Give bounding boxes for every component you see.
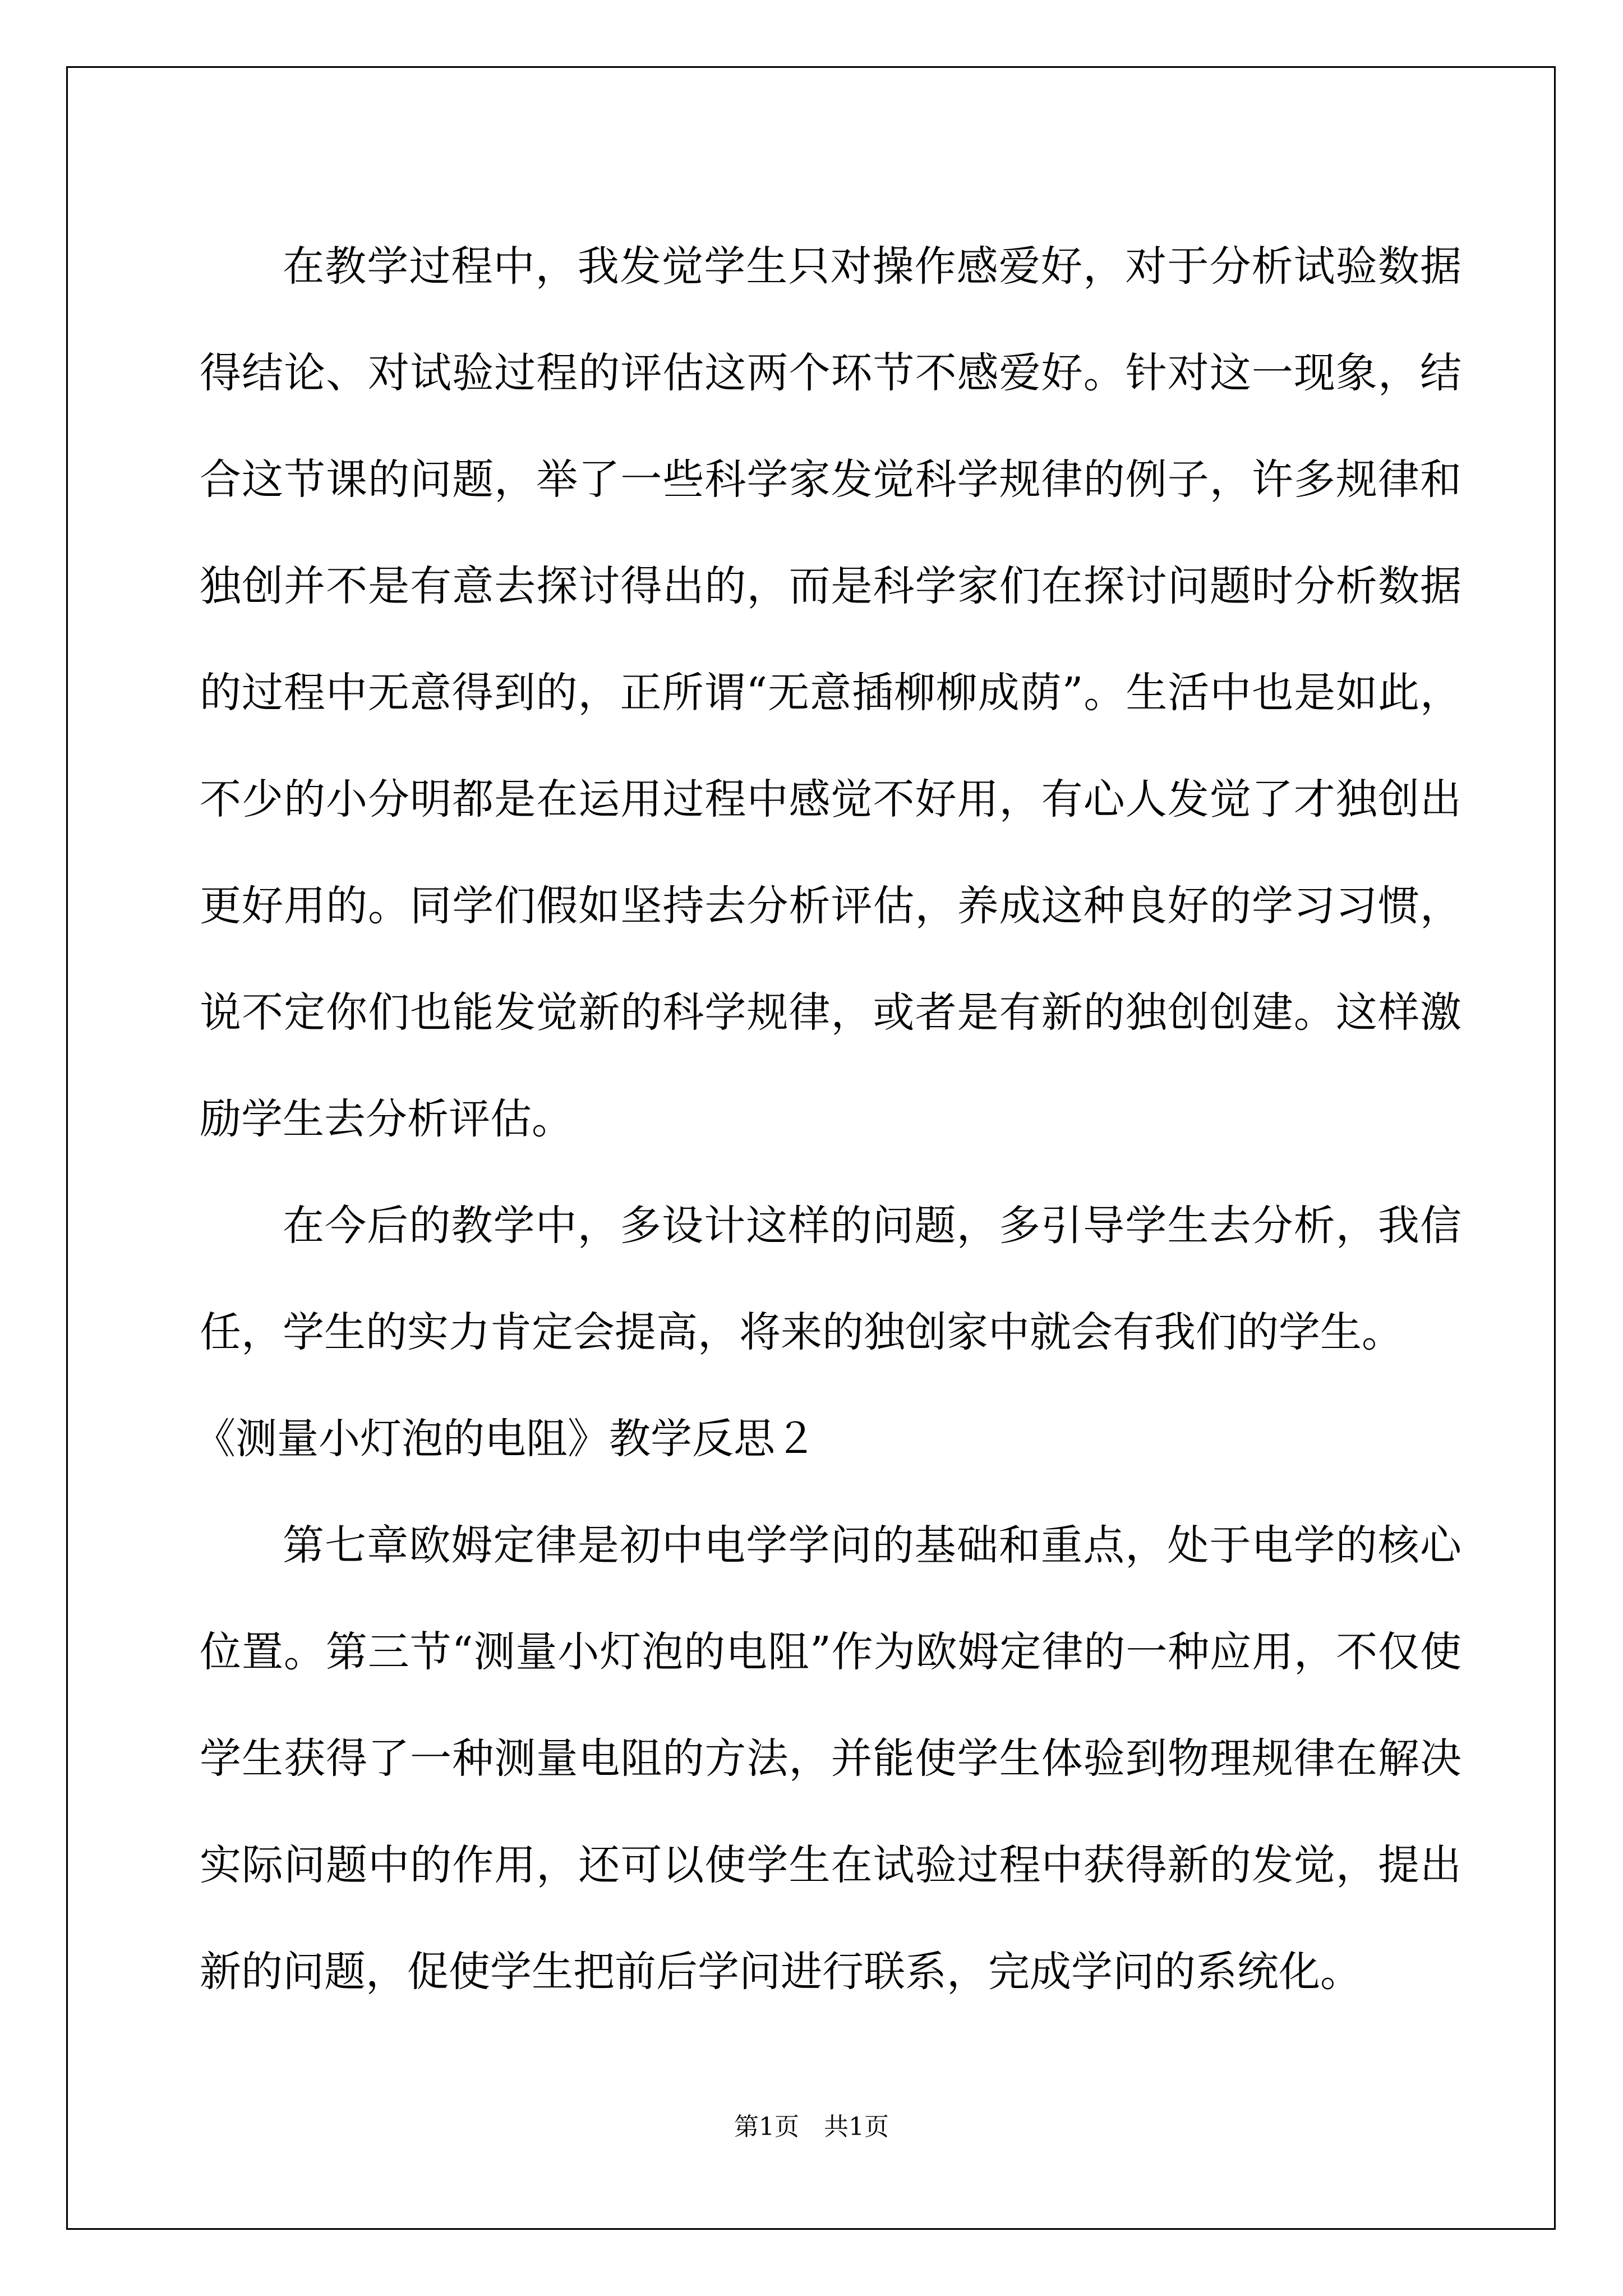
page-footer: 第1页 共1页: [734, 2113, 889, 2141]
section-heading: 《测量小灯泡的电阻》教学反思２: [194, 1415, 817, 1463]
paragraph-1: 在教学过程中，我发觉学生只对操作感爱好，对于分析试验数据得结论、对试验过程的评估这两个环节不感爱好。针对这一现象，结合这节课的问题，举了一些科学家发觉科学规律的例子，许多规律和独创并不是有意去探讨得出的，而是科学家们在探讨问题时分析数据的过程中无意得到的，正所谓“无意插柳柳成荫”。生活中也是如此，不少的小分明都是在运用过程中感觉不好用，有心人发觉了才独创出更好用的。同学们假如坚持去分析评估，养成这种良好的学习习惯，说不定你们也能发觉新的科学规律，或者是有新的独创创建。这样激励学生去分析评估。: [200, 242, 1461, 1143]
document-body: [194, 213, 1461, 2025]
paragraph-2: 在今后的教学中，多设计这样的问题，多引导学生去分析，我信任，学生的实力肯定会提高，将来的独创家中就会有我们的学生。: [200, 1202, 1461, 1356]
paragraph-3: 第七章欧姆定律是初中电学学问的基础和重点，处于电学的核心位置。第三节“测量小灯泡的电阻”作为欧姆定律的一种应用，不仅使学生获得了一种测量电阻的方法，并能使学生体验到物理规律在解决实际问题中的作用，还可以使学生在试验过程中获得新的发觉，提出新的问题，促使学生把前后学问进行联系，完成学问的系统化。: [200, 1521, 1461, 1996]
